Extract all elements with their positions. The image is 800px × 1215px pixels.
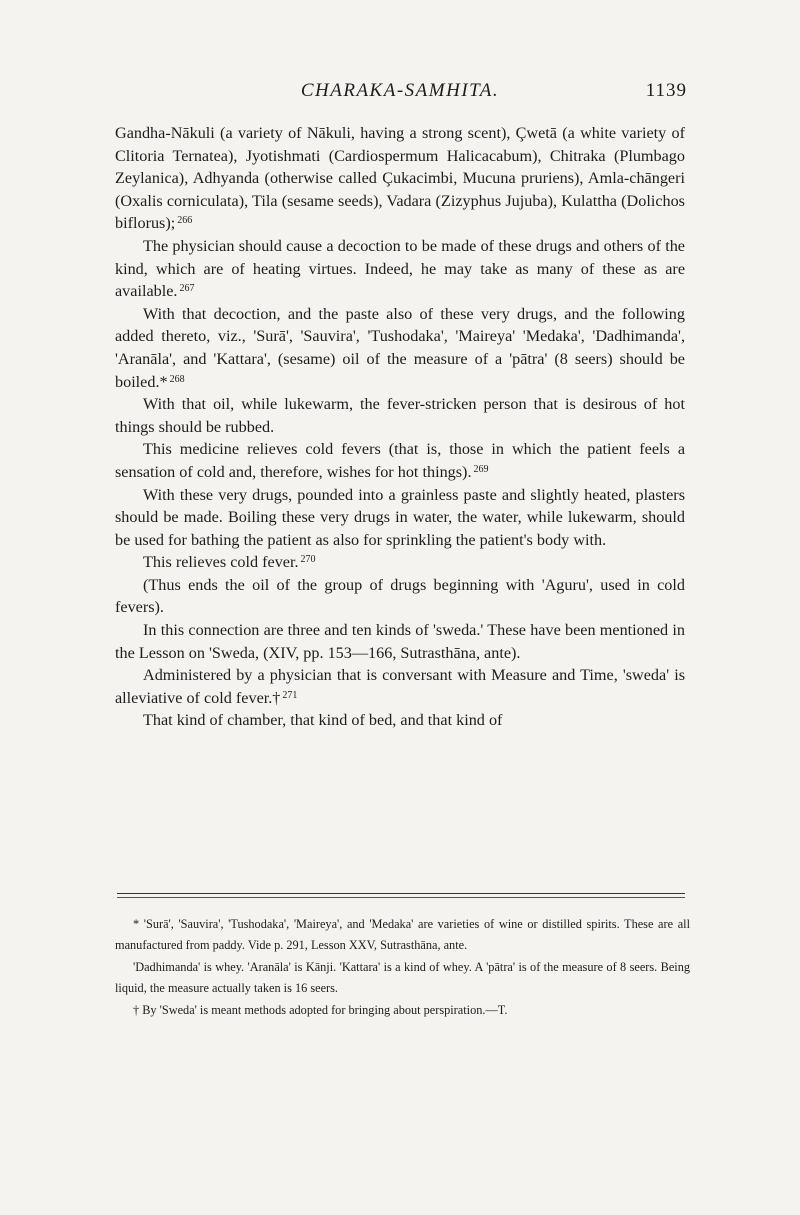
paragraph-text: (Thus ends the oil of the group of drugs beginning with 'Aguru', used in cold fevers). xyxy=(115,575,685,617)
footnote-divider xyxy=(117,893,685,894)
footnote: * 'Surā', 'Sauvira', 'Tushodaka', 'Maireya', and 'Medaka' are varieties of wine or distilled spirits. These are all manufactured from paddy. Vide p. 291, Lesson XXV, Sutrasthāna, ante. xyxy=(115,917,690,952)
verse-number: 268 xyxy=(169,373,185,385)
footnote-divider-secondary xyxy=(117,897,685,898)
verse-number: 269 xyxy=(473,463,489,475)
paragraph-text: With that oil, while lukewarm, the fever-stricken person that is desirous of hot things should be rubbed. xyxy=(115,395,685,436)
paragraph-text: In this connection are three and ten kinds of 'sweda.' These have been mentioned in the Lesson on 'Sweda, (XIV, pp. 153—166, Sutrasthāna, ante). xyxy=(115,621,685,662)
body-text xyxy=(115,122,685,732)
paragraph-text: With these very drugs, pounded into a grainless paste and slightly heated, plasters should be made. Boiling these very drugs in water, the water, while lukewarm, should be used for bathing the patient as also for sprinkling the patient's body with. xyxy=(115,485,685,549)
paragraph xyxy=(115,551,685,574)
paragraph-text: The physician should cause a decoction to be made of these drugs and others of the kind, which are of heating virtues. Indeed, he may take as many of these as are available. xyxy=(115,236,685,301)
paragraph-text: Gandha-Nākuli (a variety of Nākuli, having a strong scent), Çwetā (a white variety of Clitoria Ternatea), Jyotishmati (Cardiospermum Halicacabum), Chitraka (Plumbago Zeylanica), Adhyanda (otherwise called Çukacimbi, Mucuna pruriens), Amla-chāngeri (Oxalis corniculata), Tila (sesame seeds), Vadara (Zizyphus Jujuba), Kulattha (Dolichos biflorus); xyxy=(115,124,685,233)
footnote: † By 'Sweda' is meant methods adopted for bringing about perspiration.—T. xyxy=(133,1003,508,1017)
page-number: 1139 xyxy=(645,80,687,101)
verse-number: 271 xyxy=(282,689,298,701)
paragraph xyxy=(115,122,685,235)
paragraph-text: With that decoction, and the paste also of these very drugs, and the following added thereto, viz., 'Surā', 'Sauvira', 'Tushodaka', 'Maireya' 'Medaka', 'Dadhimanda', 'Aranāla', and 'Kattara', (sesame) oil of the measure of a 'pātra' (8 seers) should be boiled.* xyxy=(115,304,685,391)
footnote: 'Dadhimanda' is whey. 'Aranāla' is Kānji. 'Kattara' is a kind of whey. A 'pātra' is of the measure of 8 seers. Being liquid, the measure actually taken is 16 seers. xyxy=(115,960,690,995)
paragraph xyxy=(115,664,685,709)
paragraph xyxy=(115,619,685,664)
page-header xyxy=(115,72,685,112)
paragraph-text: Administered by a physician that is conversant with Measure and Time, 'sweda' is alleviative of cold fever.† xyxy=(115,666,685,707)
paragraph xyxy=(115,709,685,732)
paragraph-text: That kind of chamber, that kind of bed, and that kind of xyxy=(143,711,503,730)
paragraph-text: This medicine relieves cold fevers (that is, those in which the patient feels a sensation of cold and, therefore, wishes for hot things). xyxy=(115,440,685,481)
verse-number: 270 xyxy=(300,554,316,566)
verse-number: 266 xyxy=(177,215,193,227)
footnotes xyxy=(115,914,690,1023)
paragraph-text: This relieves cold fever. xyxy=(143,553,299,572)
running-title: CHARAKA-SAMHITA. xyxy=(300,80,500,101)
paragraph xyxy=(115,303,685,393)
paragraph xyxy=(115,484,685,552)
paragraph xyxy=(115,438,685,483)
paragraph xyxy=(115,574,685,619)
paragraph xyxy=(115,393,685,438)
paragraph xyxy=(115,235,685,303)
verse-number: 267 xyxy=(179,283,195,295)
